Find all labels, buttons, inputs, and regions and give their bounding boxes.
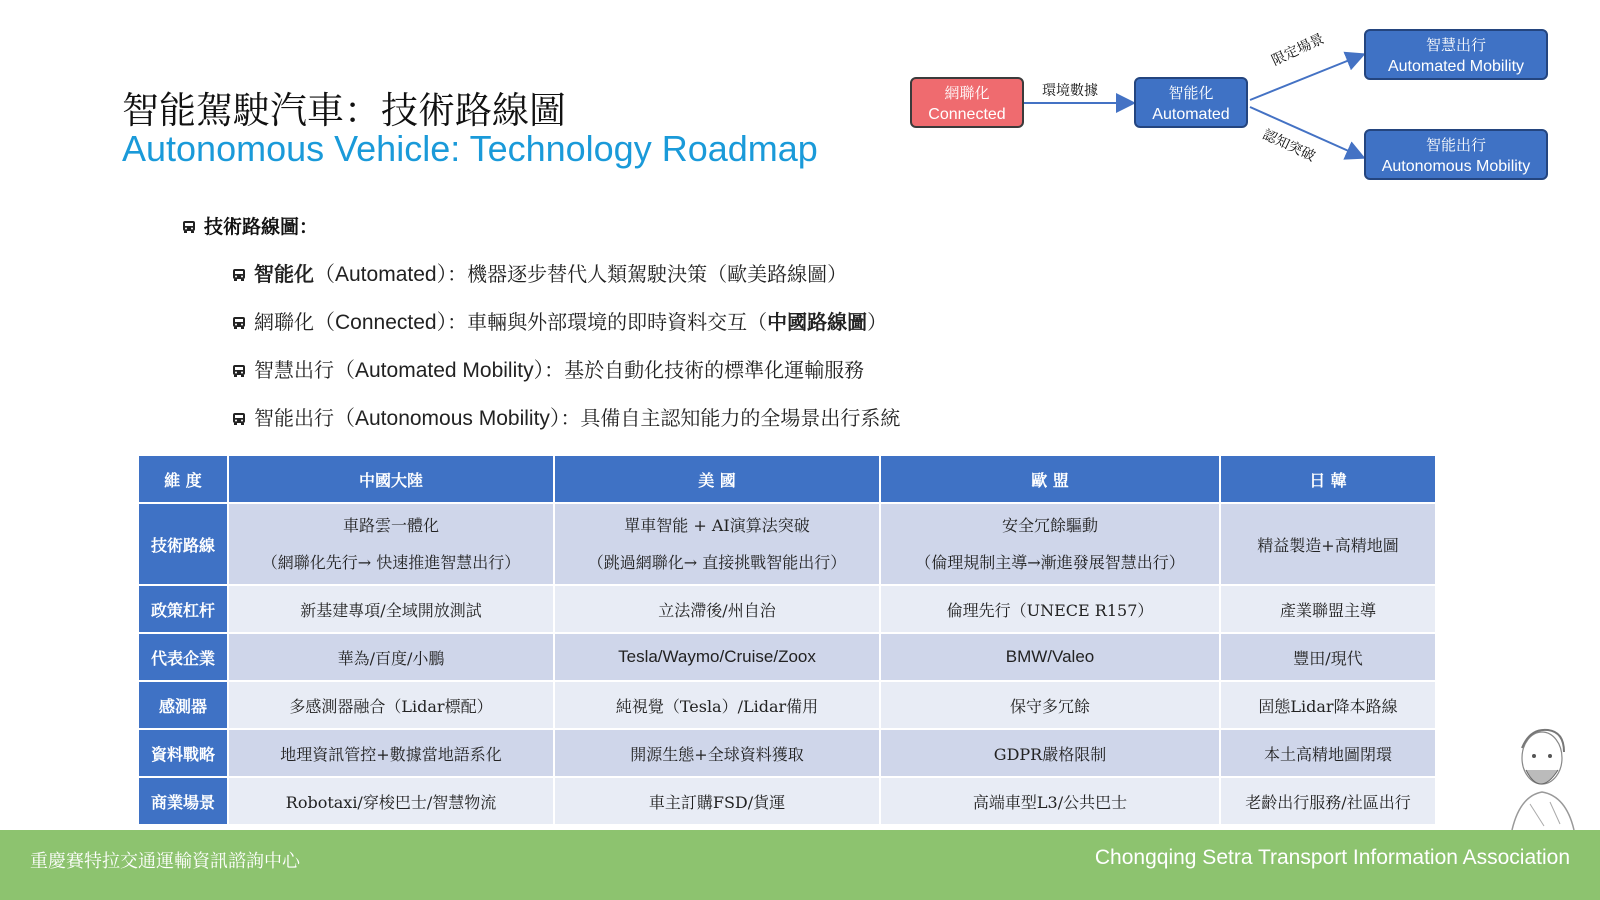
row-header: 代表企業 [138,633,228,681]
column-header-eu: 歐 盟 [880,455,1220,503]
bullet-heading [182,212,318,239]
bullet-term-en: （Connected） [314,311,448,334]
column-header-china: 中國大陸 [228,455,554,503]
table-cell: 立法滯後/州自治 [554,585,880,633]
bus-icon [182,220,196,234]
bus-icon [232,364,246,378]
roadmap-diagram-arrows [0,0,1600,200]
roadmap-comparison-table [137,454,1437,826]
node-autonomous-mobility-zh: 智能出行 [1425,136,1486,154]
node-autonomous-mobility-en: Autonomous Mobility [1381,158,1531,175]
table-cell: 純視覺（Tesla）/Lidar備用 [554,681,880,729]
table-row [138,729,1436,777]
bullet-desc: ：機器逐步替代人類駕駛決策（歐美路線圖） [447,262,848,286]
node-automated-en: Automated [1152,106,1230,123]
node-automated-mobility-en: Automated Mobility [1387,58,1525,75]
table-cell: 精益製造+高精地圖 [1220,503,1436,585]
node-automated-mobility [1364,29,1548,80]
bullet-term-en: （Autonomous Mobility） [334,407,561,430]
column-header-dimension: 維 度 [138,455,228,503]
table-cell: 固態Lidar降本路線 [1220,681,1436,729]
table-row [138,503,1436,585]
table-cell: Tesla/Waymo/Cruise/Zoox [554,633,880,681]
row-header: 資料戰略 [138,729,228,777]
bullet-desc-end: ） [867,310,888,334]
bullet-term-en: （Automated Mobility） [334,359,545,382]
table-cell: 單車智能 + AI演算法突破 （跳過網聯化→ 直接挑戰智能出行） [554,503,880,585]
table-row [138,777,1436,825]
row-header: 政策杠杆 [138,585,228,633]
node-automated-zh: 智能化 [1168,84,1214,102]
table-cell: 地理資訊管控+數據當地語系化 [228,729,554,777]
node-automated [1134,77,1248,128]
bullet-term-en: （Automated） [314,263,448,286]
bullet-desc-bold: 中國路線圖 [767,310,868,334]
portrait-sketch-image [1500,718,1580,830]
table-cell: BMW/Valeo [880,633,1220,681]
table-cell: 產業聯盟主導 [1220,585,1436,633]
footer-organization-zh: 重慶賽特拉交通運輸資訊諮詢中心 [30,851,300,872]
node-connected-zh: 網聯化 [944,84,990,102]
row-header: 技術路線 [138,503,228,585]
table-cell: 倫理先行（UNECE R157） [880,585,1220,633]
column-header-usa: 美 國 [554,455,880,503]
bullet-heading-text: 技術路線圖： [204,216,319,238]
bullet-term: 智能出行 [254,406,334,430]
node-autonomous-mobility [1364,129,1548,180]
row-header: 商業場景 [138,777,228,825]
bullet-autonomous-mobility [232,402,900,432]
edge-label-cognitive-breakthrough: 認知突破 [1259,126,1318,165]
edge-label-environment-data: 環境數據 [1042,83,1098,99]
table-cell: 車主訂購FSD/貨運 [554,777,880,825]
bus-icon [232,268,246,282]
edge-label-limited-scenario: 限定場景 [1269,31,1327,70]
table-cell: 老齡出行服務/社區出行 [1220,777,1436,825]
node-connected [910,77,1024,128]
bullet-automated [232,258,847,288]
bus-icon [232,316,246,330]
table-cell: 開源生態+全球資料獲取 [554,729,880,777]
bullet-term: 智慧出行 [254,358,334,382]
table-cell: GDPR嚴格限制 [880,729,1220,777]
column-header-japan-korea: 日 韓 [1220,455,1436,503]
bullet-desc: ：基於自動化技術的標準化運輸服務 [544,358,865,382]
table-cell: 安全冗餘驅動 （倫理規制主導→漸進發展智慧出行） [880,503,1220,585]
table-cell: 高端車型L3/公共巴士 [880,777,1220,825]
table-row [138,585,1436,633]
table-row [138,681,1436,729]
bus-icon [232,412,246,426]
footer-bar [0,830,1600,900]
bullet-automated-mobility [232,354,864,384]
node-connected-en: Connected [928,106,1006,123]
table-row [138,633,1436,681]
table-cell: 新基建專項/全域開放測試 [228,585,554,633]
page-title-chinese: 智能駕駛汽車：技術路線圖 [122,89,566,132]
table-cell: 車路雲一體化 （網聯化先行→ 快速推進智慧出行） [228,503,554,585]
bullet-desc: ：具備自主認知能力的全場景出行系統 [560,406,901,430]
table-cell: 本土高精地圖閉環 [1220,729,1436,777]
footer-organization-en: Chongqing Setra Transport Information Association [1094,846,1570,869]
table-cell: 保守多冗餘 [880,681,1220,729]
table-header-row [138,455,1436,503]
bullet-desc: ：車輛與外部環境的即時資料交互（ [447,310,768,334]
table-cell: 多感測器融合（Lidar標配） [228,681,554,729]
bullet-term: 智能化 [254,262,314,286]
row-header: 感測器 [138,681,228,729]
table-cell: 豐田/現代 [1220,633,1436,681]
bullet-connected [232,306,887,336]
table-cell: Robotaxi/穿梭巴士/智慧物流 [228,777,554,825]
page-title-english: Autonomous Vehicle: Technology Roadmap [122,128,818,169]
node-automated-mobility-zh: 智慧出行 [1425,36,1486,54]
arrow-automated-to-automated-mobility [1250,55,1362,100]
bullet-term: 網聯化 [254,310,314,334]
table-cell: 華為/百度/小鵬 [228,633,554,681]
